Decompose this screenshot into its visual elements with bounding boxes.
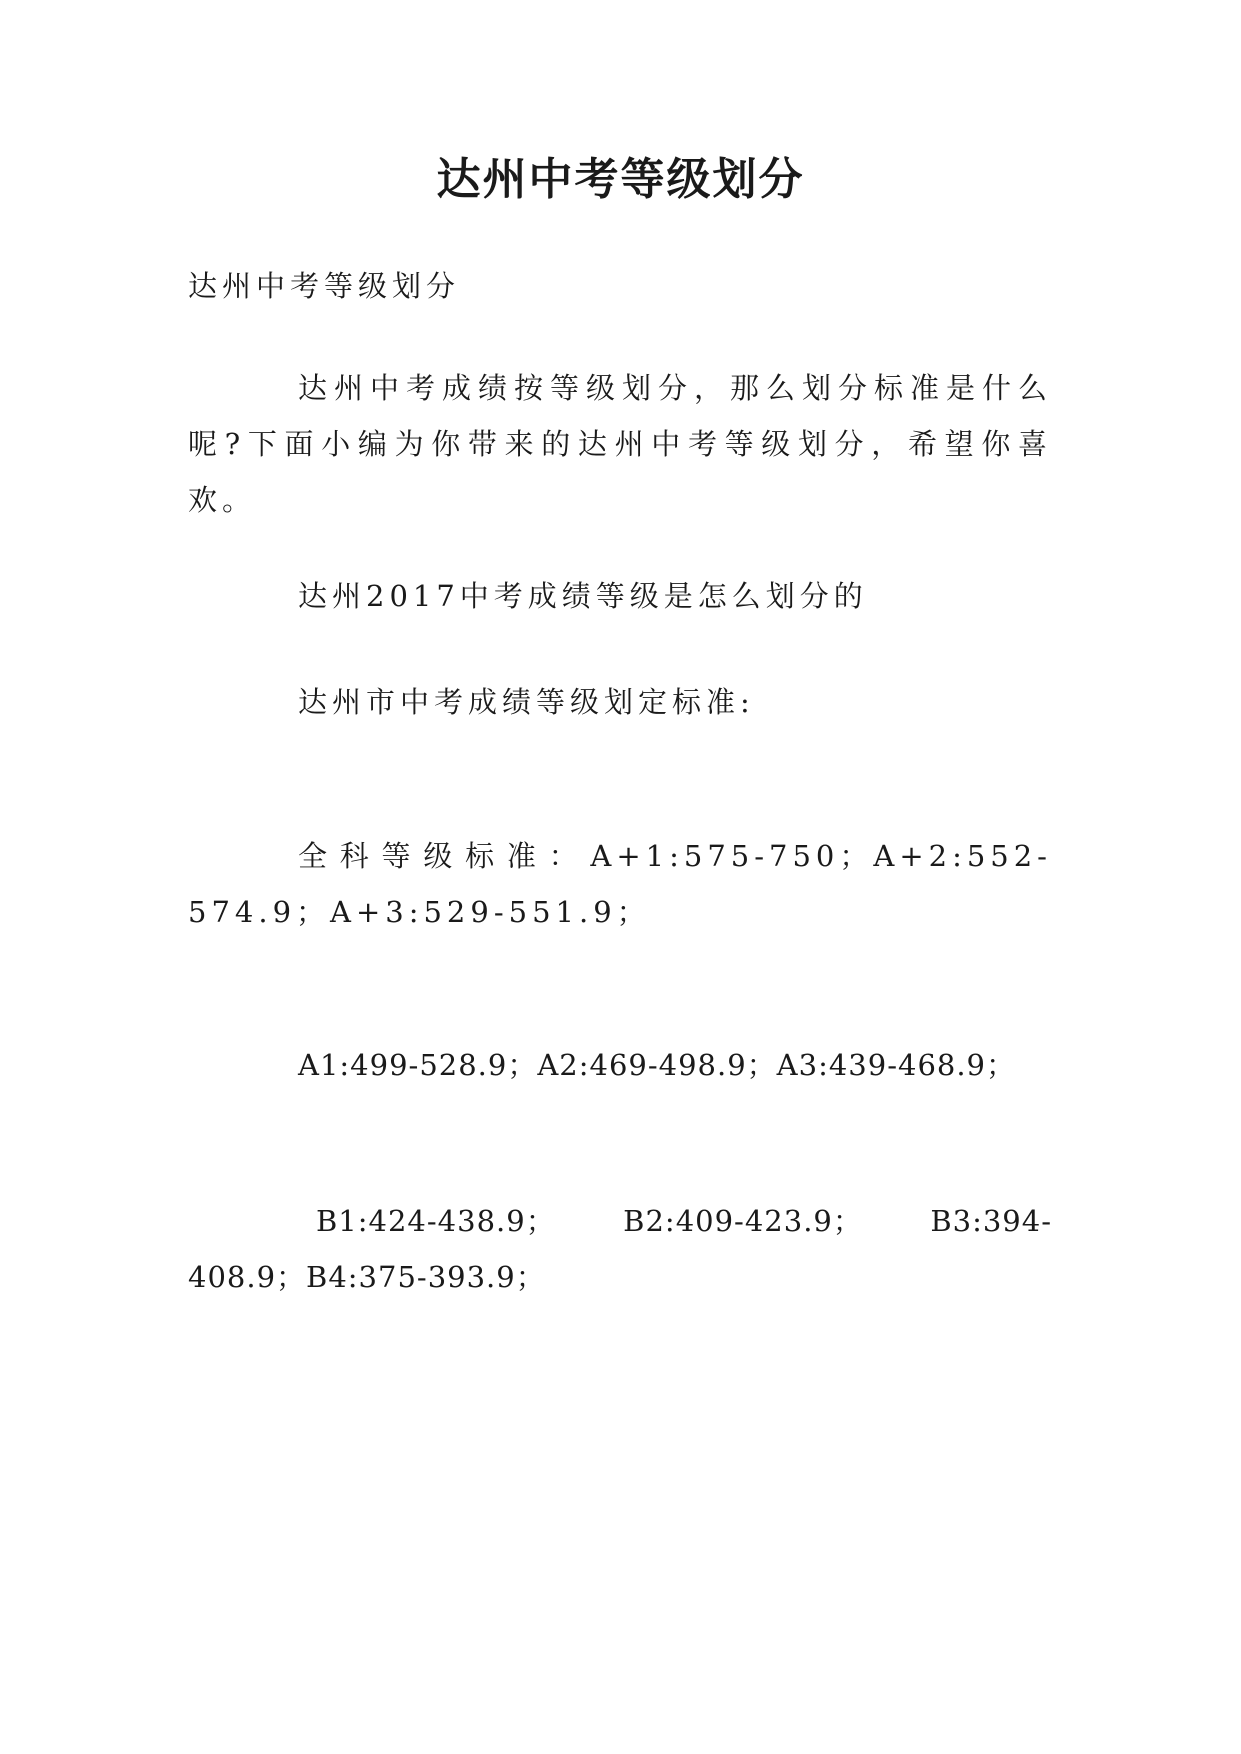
heading-2017: 达州2017中考成绩等级是怎么划分的 — [298, 579, 868, 613]
intro-paragraph: 达州中考成绩按等级划分，那么划分标准是什么呢?下面小编为你带来的达州中考等级划分，希望你喜欢。 — [188, 371, 1052, 517]
document-title: 达州中考等级划分 — [436, 154, 805, 205]
grades-a-paragraph: A1:499-528.9；A2:469-498.9；A3:439-468.9； — [298, 1048, 1017, 1082]
standard-heading: 达州市中考成绩等级划定标准: — [298, 685, 755, 719]
subtitle-line: 达州中考等级划分 — [188, 269, 461, 303]
grades-b-paragraph: B1:424-438.9； B2:409-423.9； B3:394-408.9；B4:375-393.9； — [188, 1204, 1052, 1294]
grades-a-plus-paragraph: 全科等级标准：A+1:575-750；A+2:552-574.9；A+3:529-551.9； — [188, 839, 1052, 929]
